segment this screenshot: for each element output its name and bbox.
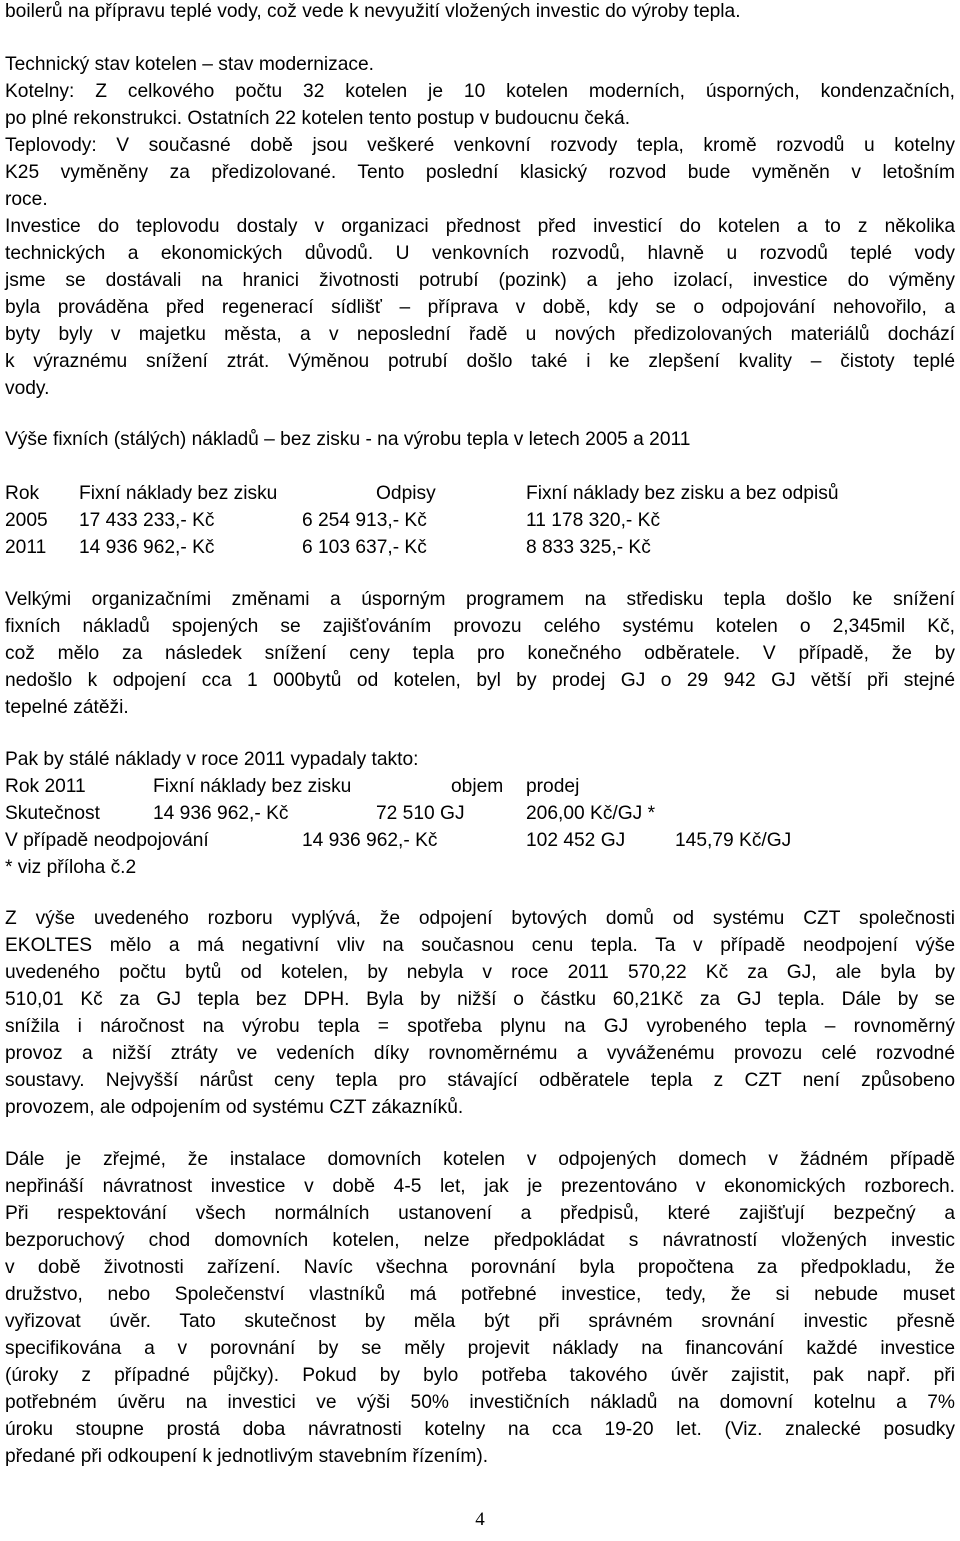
text-line: což mělo za následek snížení ceny tepla pro konečného odběratele. V případě, že by xyxy=(5,643,955,664)
table1-header-net: Fixní náklady bez zisku a bez odpisů xyxy=(526,483,839,504)
text-line: byty byly v majetku města, a v neposlední řadě u nových předizolovaných materiálů dochází xyxy=(5,324,955,345)
text-line: Kotelny: Z celkového počtu 32 kotelen je 10 kotelen moderních, úsporných, kondenzačních, xyxy=(5,81,955,102)
text-line: roce. xyxy=(5,189,48,210)
text-line: k výraznému snížení ztrát. Výměnou potrubí došlo také i ke zlepšení kvality – čistoty teplé xyxy=(5,351,955,372)
text-line: předané při odkoupení k jednotlivým stavebním řízením). xyxy=(5,1446,489,1467)
text-line: potřebném úvěru na investici ve výši 50% investičních nákladů na domovní kotelnu a 7% xyxy=(5,1392,955,1413)
text-line: bezporuchový chod domovních kotelen, nelze předpokládat s návratností vložených investic xyxy=(5,1230,955,1251)
fixed-costs-heading: Výše fixních (stálých) nákladů – bez zisku - na výrobu tepla v letech 2005 a 2011 xyxy=(5,429,691,450)
table2-footnote: * viz příloha č.2 xyxy=(5,857,137,878)
text-line: Teplovody: V současné době jsou veškeré venkovní rozvody tepla, kromě rozvodů u kotelny xyxy=(5,135,955,156)
text-line: Investice do teplovodu dostaly v organizaci přednost před investicí do kotelen a to z několika xyxy=(5,216,955,237)
text-line: jsme se dostávali na hranici životnosti potrubí (pozink) a jeho izolací, investice do výměny xyxy=(5,270,955,291)
document-page xyxy=(5,0,955,1541)
text-line: snížila i náročnost na výrobu tepla = spotřeba plynu na GJ vyrobeného tepla – rovnoměrný xyxy=(5,1016,955,1037)
table1-cell: 17 433 233,- Kč xyxy=(79,510,215,531)
text-line: po plné rekonstrukci. Ostatních 22 kotelen tento postup v budoucnu čeká. xyxy=(5,108,631,129)
text-line: Velkými organizačními změnami a úsporným programem na středisku tepla došlo ke snížení xyxy=(5,589,955,610)
text-line: 510,01 Kč za GJ tepla bez DPH. Byla by nižší o částku 60,21Kč za GJ tepla. Dále by se xyxy=(5,989,955,1010)
text-line: technických a ekonomických důvodů. U venkovních rozvodů, hlavně u rozvodů teplé vody xyxy=(5,243,955,264)
text-line: vody. xyxy=(5,378,50,399)
text-line: soustavy. Nejvyšší nárůst ceny tepla pro stávající odběratele tepla z CZT není způsobeno xyxy=(5,1070,955,1091)
table1-cell: 11 178 320,- Kč xyxy=(526,510,661,531)
text-line: vyřizovat úvěr. Tato skutečnost by měla být při správném srovnání investic přesně xyxy=(5,1311,955,1332)
text-line: fixních nákladů spojených se zajišťováním provozu celého systému kotelen o 2,345mil Kč, xyxy=(5,616,955,637)
table2-cell: V případě neodpojování xyxy=(5,830,209,851)
table2-header-volume: objem xyxy=(451,776,504,797)
table2-cell: Skutečnost xyxy=(5,803,100,824)
table2-cell: 206,00 Kč/GJ * xyxy=(526,803,656,824)
table2-cell: 102 452 GJ xyxy=(526,830,626,851)
table1-cell: 6 254 913,- Kč xyxy=(302,510,427,531)
table1-header-depreciation: Odpisy xyxy=(376,483,436,504)
text-line: provozem, ale odpojením od systému CZT zákazníků. xyxy=(5,1097,464,1118)
table1-cell: 8 833 325,- Kč xyxy=(526,537,651,558)
text-line: nedošlo k odpojení cca 1 000bytů od kotelen, byl by prodej GJ o 29 942 GJ větší při stejné xyxy=(5,670,955,691)
table1-cell: 2011 xyxy=(5,537,47,558)
table2-header-fixed: Fixní náklady bez zisku xyxy=(153,776,352,797)
table1-cell: 14 936 962,- Kč xyxy=(79,537,215,558)
table1-header-year: Rok xyxy=(5,483,40,504)
text-line: byla prováděna před regenerací sídlišť – příprava v době, kdy se o odpojování nehovořilo, a xyxy=(5,297,955,318)
text-line: tepelné zátěži. xyxy=(5,697,129,718)
table2-header-year: Rok 2011 xyxy=(5,776,86,797)
text-line: úroku stoupne prostá doba návratnosti kotelny na cca 19-20 let. (Viz. znalecké posudky xyxy=(5,1419,955,1440)
table2-header-sale: prodej xyxy=(526,776,580,797)
text-line: (úroky z případné půjčky). Pokud by bylo potřeba takového úvěr zajistit, pak např. při xyxy=(5,1365,955,1386)
table2-cell: 14 936 962,- Kč xyxy=(153,803,289,824)
table2-intro: Pak by stálé náklady v roce 2011 vypadaly takto: xyxy=(5,749,419,770)
table2-cell: 14 936 962,- Kč xyxy=(302,830,438,851)
text-line: EKOLTES mělo a má negativní vliv na současnou cenu tepla. Ta v případě neodpojení výše xyxy=(5,935,955,956)
text-line: družstvo, nebo Společenství vlastníků má potřebné investice, tedy, že si nebude muset xyxy=(5,1284,955,1305)
text-line: Z výše uvedeného rozboru vyplývá, že odpojení bytových domů od systému CZT společnosti xyxy=(5,908,955,929)
text-line: uvedeného počtu bytů od kotelen, by nebyla v roce 2011 570,22 Kč za GJ, ale byla by xyxy=(5,962,955,983)
table1-cell: 6 103 637,- Kč xyxy=(302,537,427,558)
text-line: provoz a nižší ztráty ve vedeních díky rovnoměrnému a vyváženému provozu celé rozvodné xyxy=(5,1043,955,1064)
text-line: nepřináší návratnost investice v době 4-5 let, jak je prezentováno v ekonomických rozborech. xyxy=(5,1176,955,1197)
table1-header-fixed: Fixní náklady bez zisku xyxy=(79,483,278,504)
text-line: K25 vyměněny za předizolované. Tento poslední klasický rozvod bude vyměněn v letošním xyxy=(5,162,955,183)
page-number: 4 xyxy=(475,1509,485,1530)
table1-cell: 2005 xyxy=(5,510,48,531)
text-line: v době životnosti zařízení. Navíc všechna porovnání byla propočtena za předpokladu, že xyxy=(5,1257,955,1278)
text-line: boilerů na přípravu teplé vody, což vede k nevyužití vložených investic do výroby tepla. xyxy=(5,1,741,22)
text-line: Dále je zřejmé, že instalace domovních kotelen v odpojených domech v žádném případě xyxy=(5,1149,955,1170)
section-title-technical-state: Technický stav kotelen – stav modernizace. xyxy=(5,54,375,75)
text-line: Při respektování všech normálních ustanovení a předpisů, které zajišťují bezpečný a xyxy=(5,1203,955,1224)
text-line: specifikována a v porovnání by se měly projevit náklady na financování každé investice xyxy=(5,1338,955,1359)
table2-cell: 72 510 GJ xyxy=(376,803,465,824)
table2-cell: 145,79 Kč/GJ xyxy=(675,830,792,851)
